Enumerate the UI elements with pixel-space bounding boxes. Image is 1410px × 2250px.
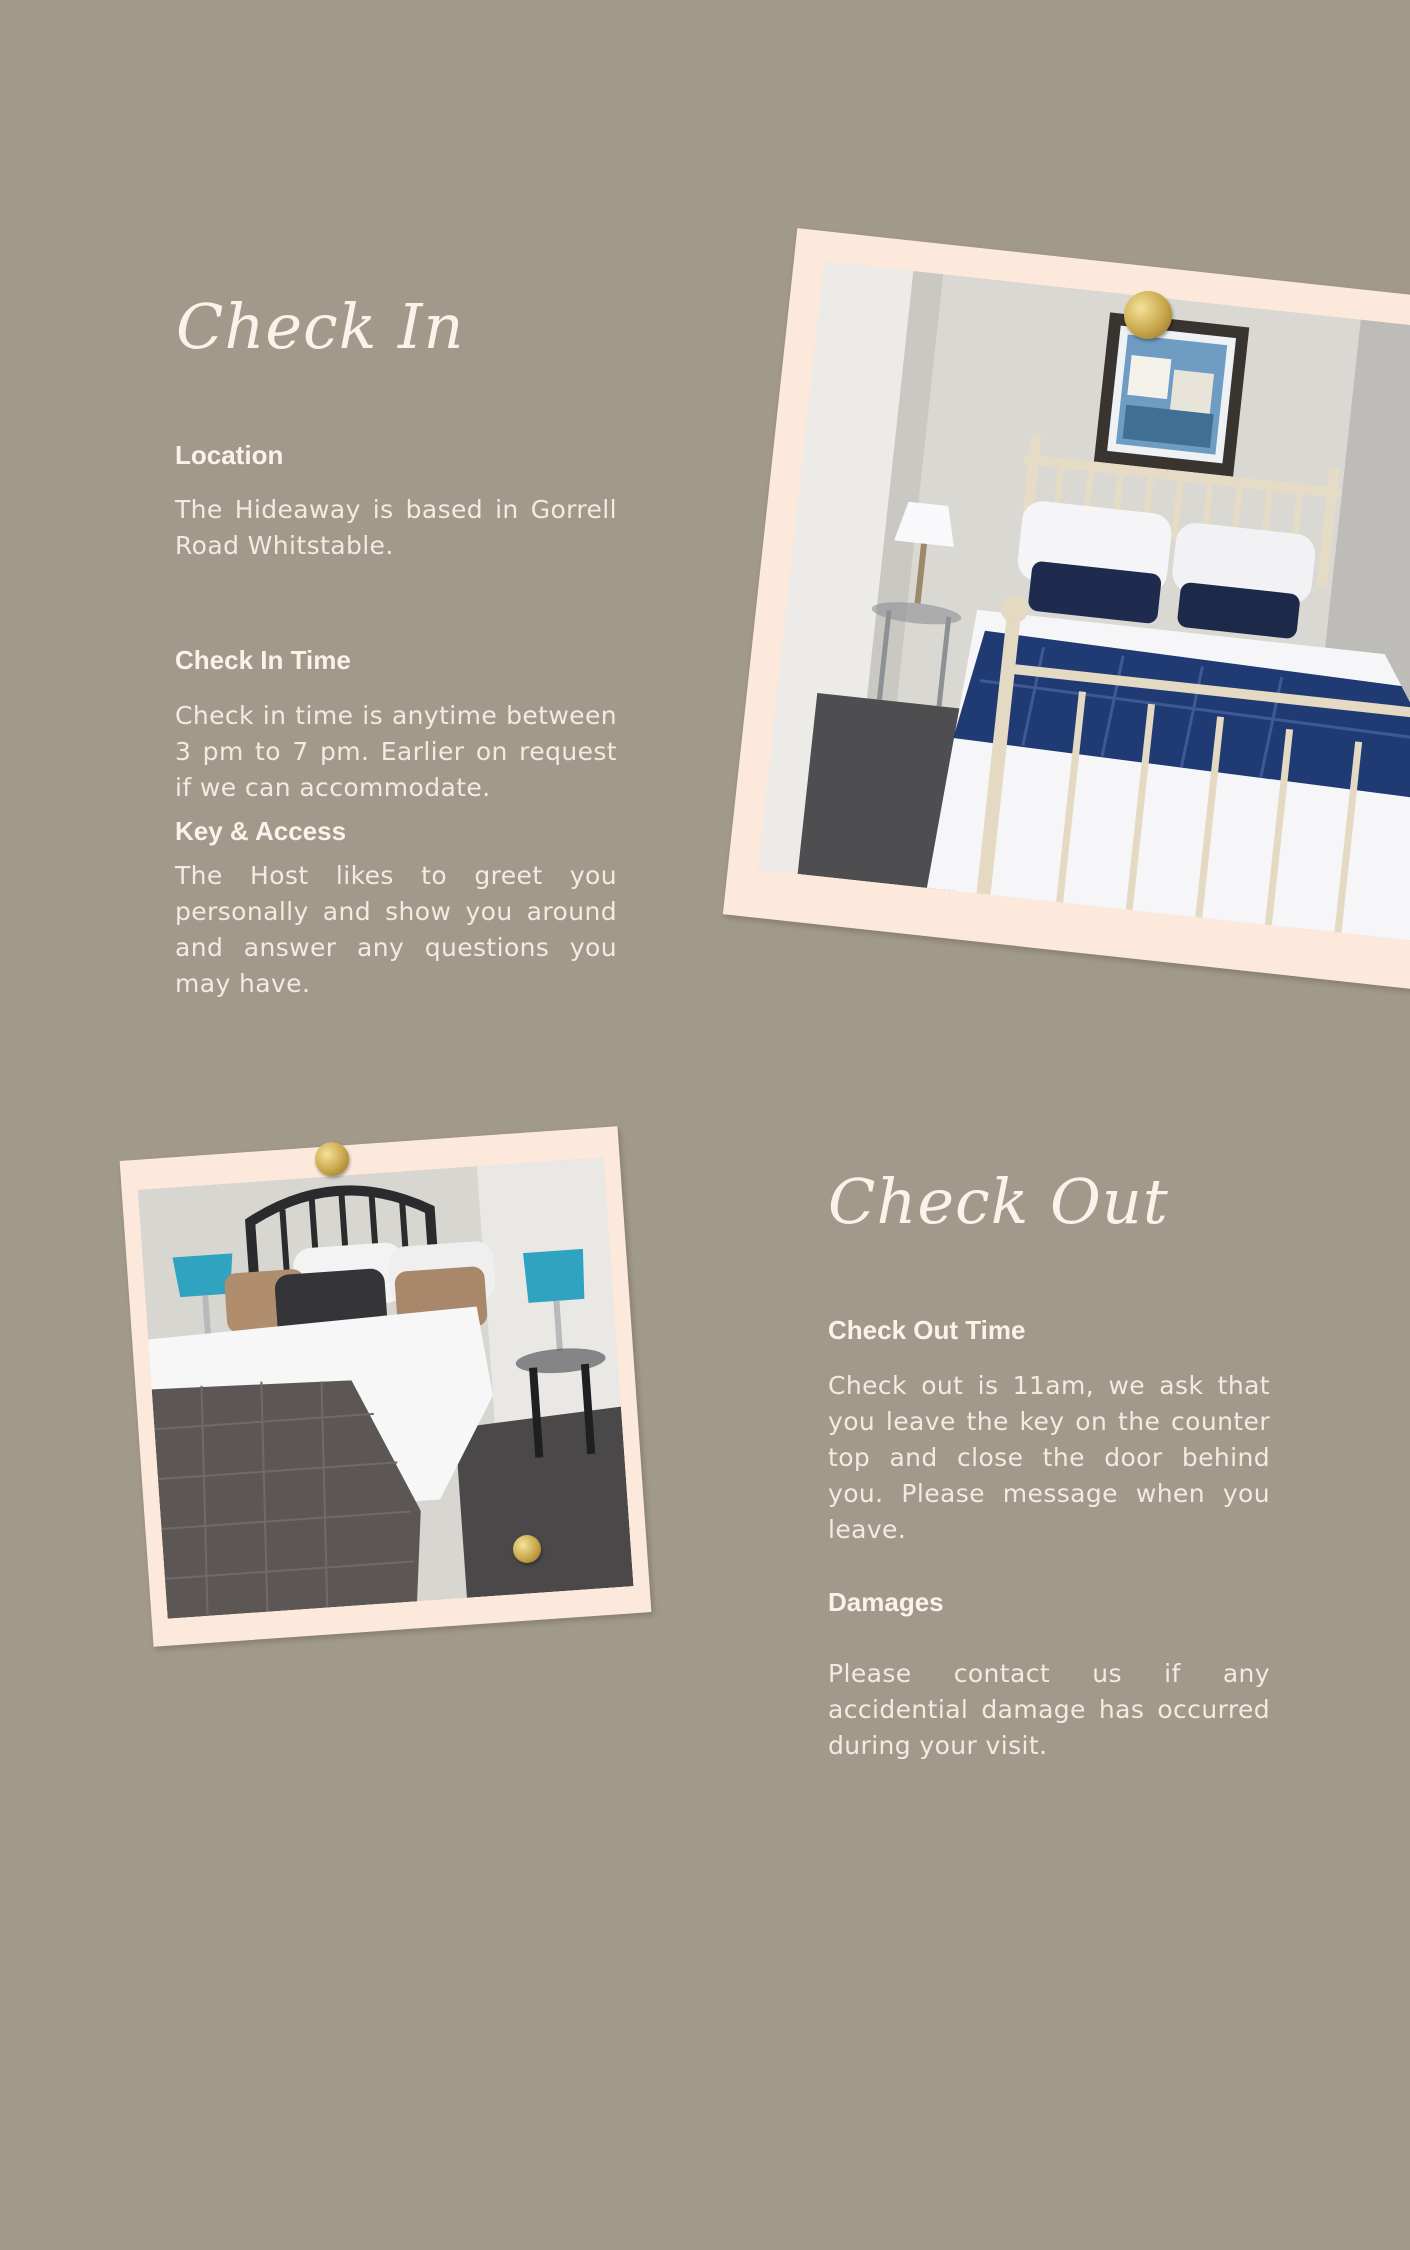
bedroom-photo-1-image <box>758 261 1410 941</box>
check-in-time-label: Check In Time <box>175 645 351 675</box>
key-access-text: The Host likes to greet you personally and show you around and answer any questions you may have. <box>175 861 617 998</box>
pin-photo-2-bottom <box>513 1535 541 1563</box>
check-out-heading: Check Out <box>828 1165 1169 1238</box>
pin-photo-1 <box>1124 291 1172 339</box>
location-label: Location <box>175 440 284 470</box>
bedroom-photo-2-frame <box>120 1126 652 1647</box>
key-access-label: Key & Access <box>175 816 347 846</box>
damages-text: Please contact us if any accidential damage has occurred during your visit. <box>828 1659 1270 1760</box>
check-out-time-label: Check Out Time <box>828 1315 1026 1345</box>
check-out-time-text: Check out is 11am, we ask that you leave the key on the counter top and close the door behind you. Please message when you leave. <box>828 1371 1270 1544</box>
pin-photo-2-top <box>315 1142 349 1176</box>
bedroom-photo-1 <box>758 261 1410 941</box>
check-in-heading: Check In <box>176 290 465 363</box>
damages-label: Damages <box>828 1587 944 1617</box>
bedroom-photo-2 <box>138 1157 634 1619</box>
bedroom-photo-1-frame <box>723 228 1410 992</box>
check-in-time-text: Check in time is anytime between 3 pm to 7 pm. Earlier on request if we can accommodate. <box>175 701 617 802</box>
location-text: The Hideaway is based in Gorrell Road Whitstable. <box>175 495 617 560</box>
bedroom-photo-2-image <box>138 1157 634 1619</box>
